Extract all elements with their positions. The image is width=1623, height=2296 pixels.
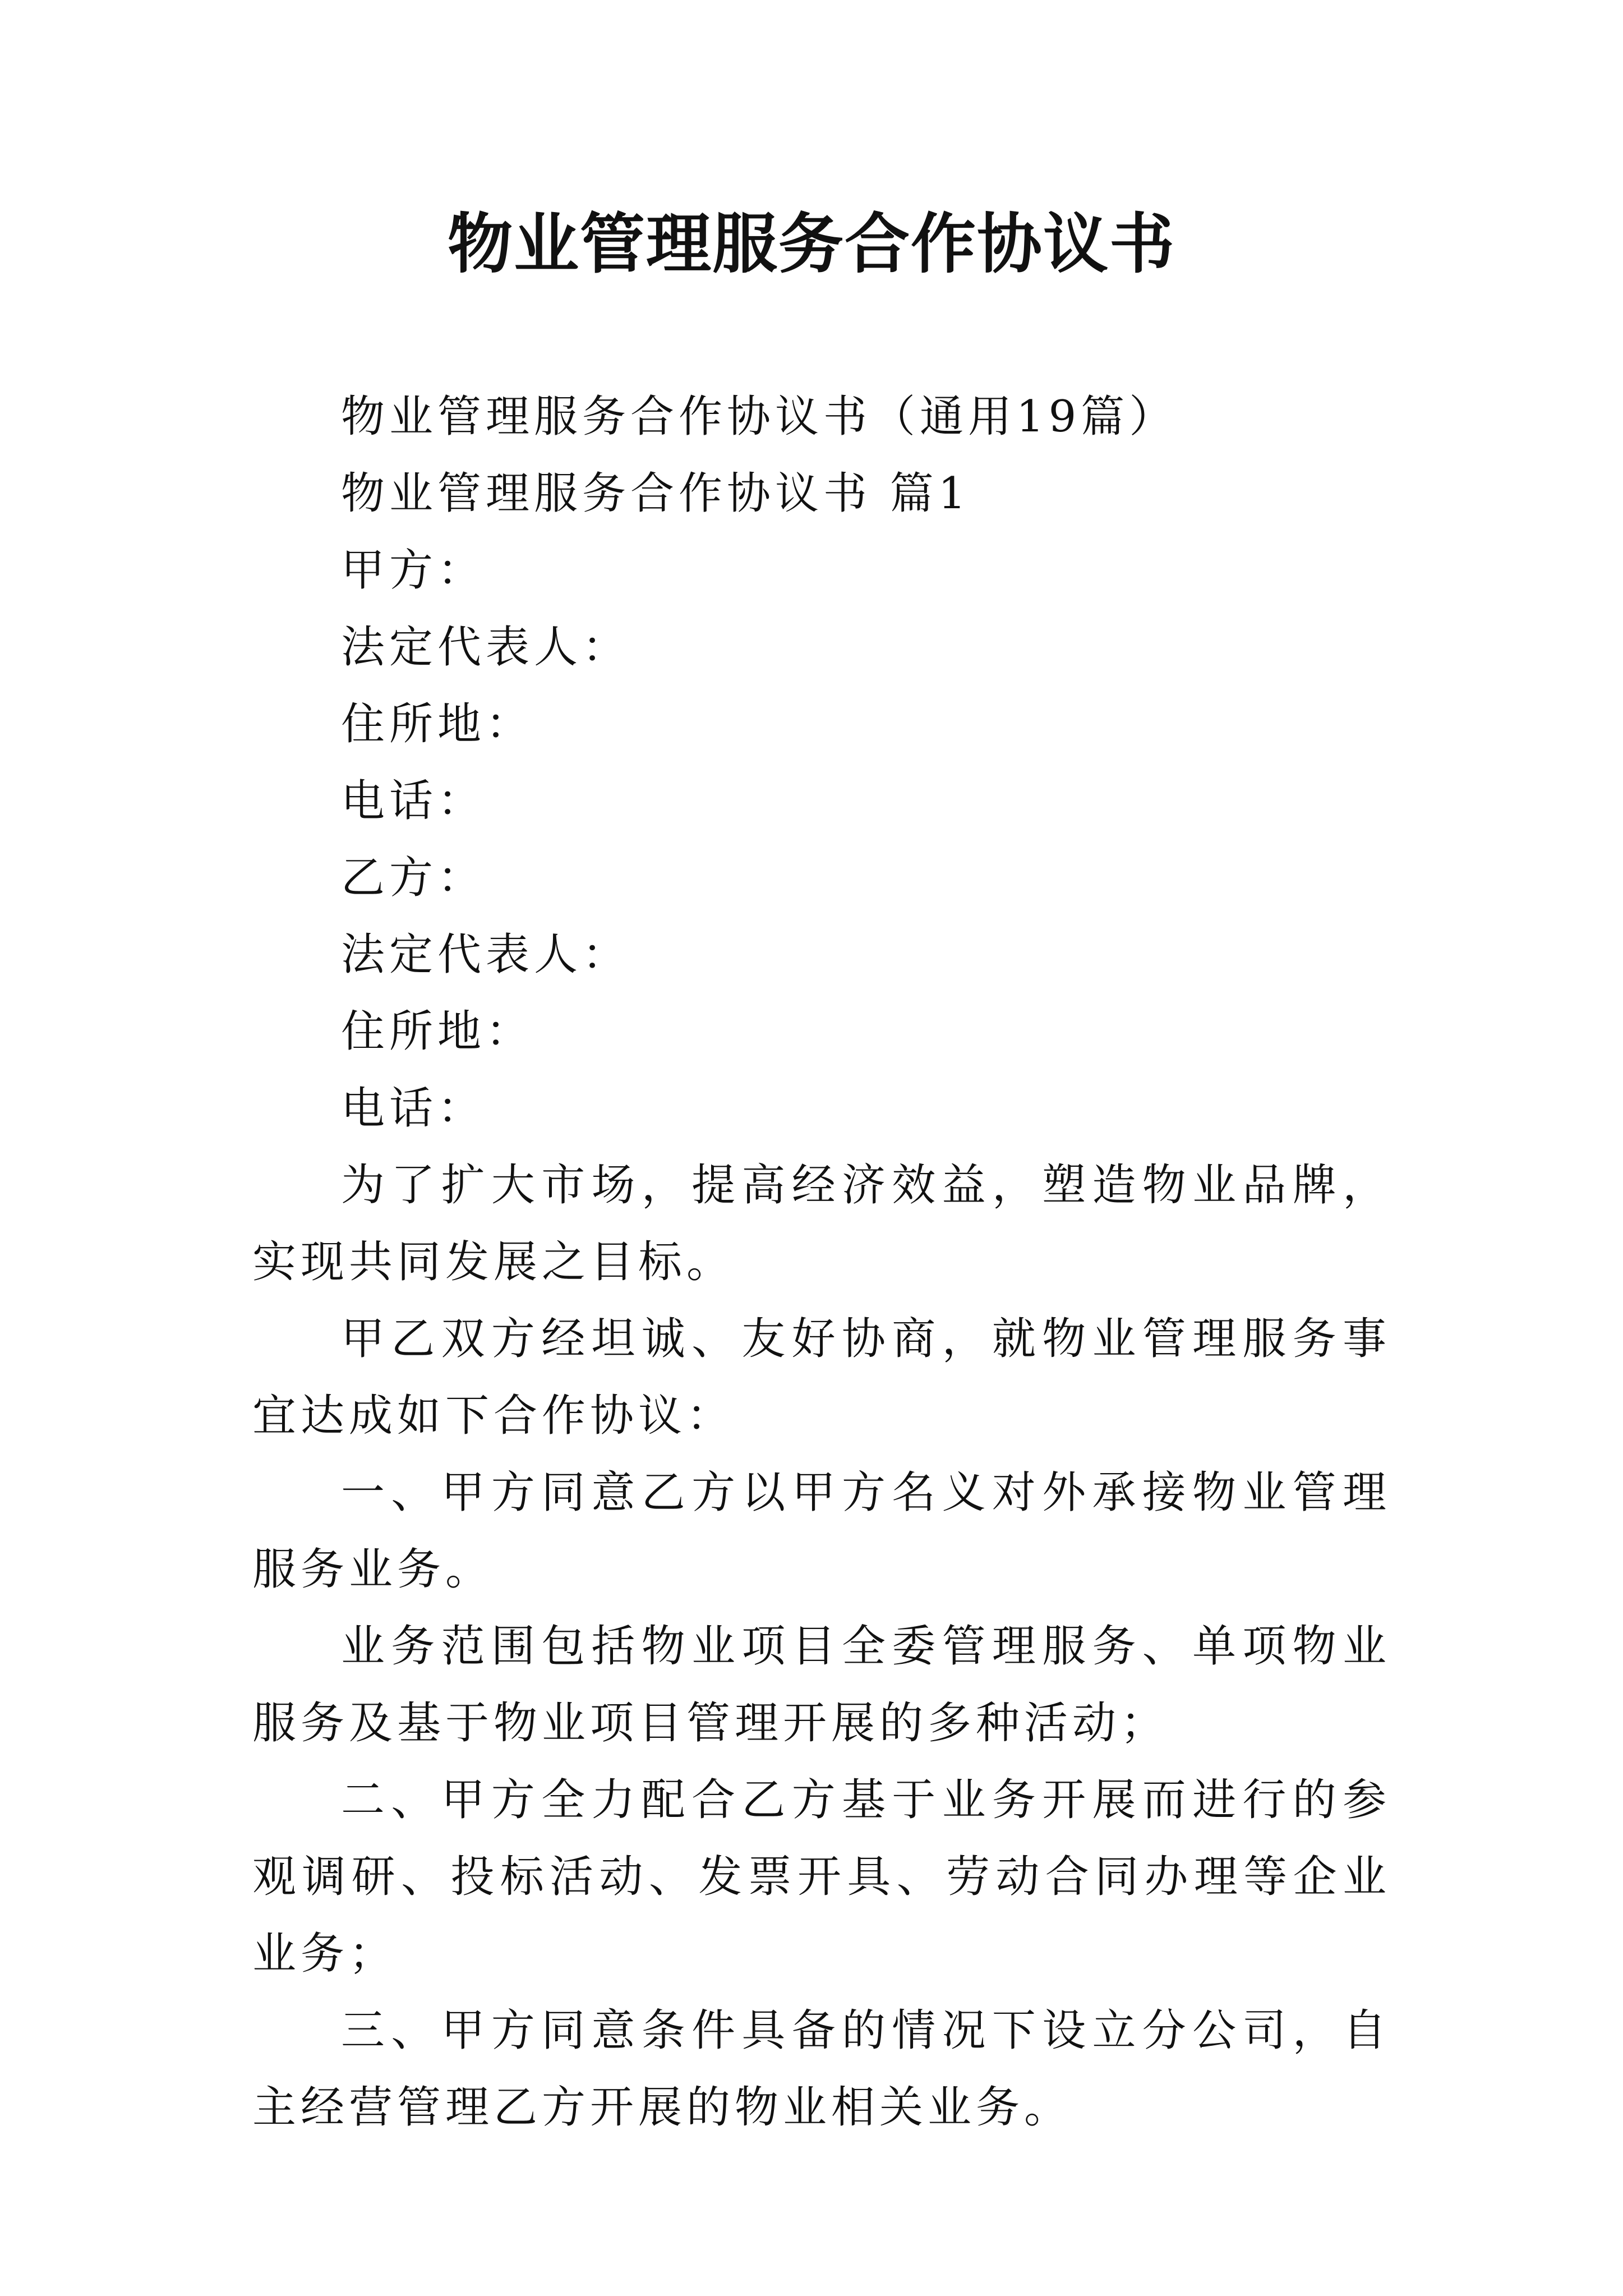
paragraph-section-heading: 物业管理服务合作协议书 篇1 xyxy=(341,468,971,519)
party-a-address: 住所地： xyxy=(341,699,534,749)
party-b-representative: 法定代表人： xyxy=(341,930,631,980)
paragraph-subtitle: 物业管理服务合作协议书（通用19篇） xyxy=(341,392,1178,442)
document-title: 物业管理服务合作协议书 xyxy=(448,206,1175,282)
clause-3: 三、甲方同意条件具备的情况下设立分公司，自主经营管理乙方开展的物业相关业务。 xyxy=(252,2005,1391,2133)
clause-1-scope: 业务范围包括物业项目全委管理服务、单项物业服务及基于物业项目管理开展的多种活动； xyxy=(252,1621,1391,1749)
party-a-representative: 法定代表人： xyxy=(341,622,631,673)
party-b-label: 乙方： xyxy=(341,853,486,903)
party-b-address: 住所地： xyxy=(341,1006,534,1057)
document-body xyxy=(252,379,1391,2146)
clause-2: 二、甲方全力配合乙方基于业务开展而进行的参观调研、投标活动、发票开具、劳动合同办理等企业业务； xyxy=(252,1775,1391,1979)
party-b-phone: 电话： xyxy=(341,1083,486,1134)
paragraph-agreement-intro: 甲乙双方经坦诚、友好协商，就物业管理服务事宜达成如下合作协议： xyxy=(252,1314,1391,1441)
party-a-label: 甲方： xyxy=(341,545,486,596)
paragraph-purpose: 为了扩大市场，提高经济效益，塑造物业品牌，实现共同发展之目标。 xyxy=(252,1160,1391,1287)
party-a-phone: 电话： xyxy=(341,776,486,826)
clause-1: 一、甲方同意乙方以甲方名义对外承接物业管理服务业务。 xyxy=(252,1467,1391,1595)
